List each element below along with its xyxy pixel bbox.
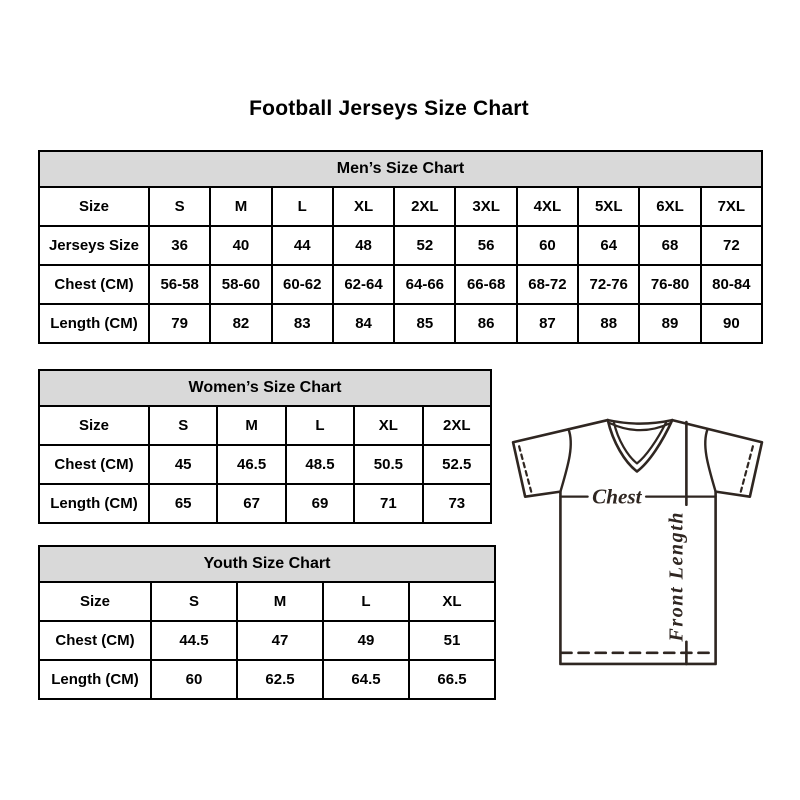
table-row [39,582,495,621]
value-cell: 68 [639,226,700,265]
front-length-label: Front Length [665,510,688,642]
value-cell: 48 [333,226,394,265]
value-cell: 48.5 [286,445,354,484]
jersey-outline [513,420,762,664]
youth-table-title: Youth Size Chart [39,546,495,582]
value-cell: 60 [517,226,578,265]
value-cell: 2XL [423,406,491,445]
value-cell: 40 [210,226,271,265]
table-row [39,406,491,445]
value-cell: 49 [323,621,409,660]
value-cell: 90 [701,304,762,343]
chest-label: Chest [592,484,642,509]
value-cell: 62.5 [237,660,323,699]
table-row [39,484,491,523]
row-label-cell: Chest (CM) [39,445,149,484]
mens-table-body [39,187,762,343]
value-cell: 79 [149,304,210,343]
value-cell: 44.5 [151,621,237,660]
mens-size-table [38,150,763,344]
value-cell: 44 [272,226,333,265]
value-cell: 64 [578,226,639,265]
value-cell: M [210,187,271,226]
mens-table-title: Men’s Size Chart [39,151,762,187]
row-label-cell: Size [39,582,151,621]
table-title-row [39,546,495,582]
youth-size-table [38,545,496,700]
table-row [39,621,495,660]
value-cell: 3XL [455,187,516,226]
table-title-row [39,151,762,187]
value-cell: S [149,187,210,226]
table-row [39,445,491,484]
row-label-cell: Size [39,187,149,226]
value-cell: 66.5 [409,660,495,699]
value-cell: 2XL [394,187,455,226]
value-cell: 69 [286,484,354,523]
row-label-cell: Length (CM) [39,304,149,343]
value-cell: 46.5 [217,445,285,484]
youth-table-body [39,582,495,699]
value-cell: 56 [455,226,516,265]
table-row [39,226,762,265]
value-cell: 64.5 [323,660,409,699]
value-cell: 76-80 [639,265,700,304]
value-cell: 52 [394,226,455,265]
table-row [39,304,762,343]
value-cell: 45 [149,445,217,484]
value-cell: 68-72 [517,265,578,304]
value-cell: 5XL [578,187,639,226]
value-cell: 87 [517,304,578,343]
value-cell: 60-62 [272,265,333,304]
value-cell: M [217,406,285,445]
value-cell: 6XL [639,187,700,226]
table-title-row [39,370,491,406]
value-cell: L [272,187,333,226]
row-label-cell: Chest (CM) [39,265,149,304]
value-cell: 86 [455,304,516,343]
value-cell: 52.5 [423,445,491,484]
womens-table-body [39,406,491,523]
value-cell: 71 [354,484,422,523]
value-cell: M [237,582,323,621]
value-cell: 88 [578,304,639,343]
womens-table-title: Women’s Size Chart [39,370,491,406]
row-label-cell: Size [39,406,149,445]
value-cell: XL [354,406,422,445]
value-cell: XL [409,582,495,621]
value-cell: 72 [701,226,762,265]
value-cell: 50.5 [354,445,422,484]
value-cell: 85 [394,304,455,343]
table-row [39,187,762,226]
value-cell: 67 [217,484,285,523]
value-cell: 7XL [701,187,762,226]
value-cell: S [151,582,237,621]
row-label-cell: Jerseys Size [39,226,149,265]
value-cell: 89 [639,304,700,343]
value-cell: 56-58 [149,265,210,304]
value-cell: 4XL [517,187,578,226]
value-cell: 84 [333,304,394,343]
value-cell: 47 [237,621,323,660]
value-cell: 64-66 [394,265,455,304]
value-cell: 60 [151,660,237,699]
value-cell: 62-64 [333,265,394,304]
page-title: Football Jerseys Size Chart [249,97,529,120]
value-cell: 82 [210,304,271,343]
row-label-cell: Length (CM) [39,660,151,699]
value-cell: S [149,406,217,445]
womens-size-table [38,369,492,524]
value-cell: 72-76 [578,265,639,304]
value-cell: 36 [149,226,210,265]
value-cell: XL [333,187,394,226]
value-cell: 66-68 [455,265,516,304]
value-cell: L [323,582,409,621]
value-cell: L [286,406,354,445]
table-row [39,660,495,699]
table-row [39,265,762,304]
value-cell: 65 [149,484,217,523]
row-label-cell: Length (CM) [39,484,149,523]
row-label-cell: Chest (CM) [39,621,151,660]
value-cell: 73 [423,484,491,523]
value-cell: 58-60 [210,265,271,304]
value-cell: 83 [272,304,333,343]
value-cell: 80-84 [701,265,762,304]
value-cell: 51 [409,621,495,660]
jersey-measurement-diagram [505,412,767,668]
